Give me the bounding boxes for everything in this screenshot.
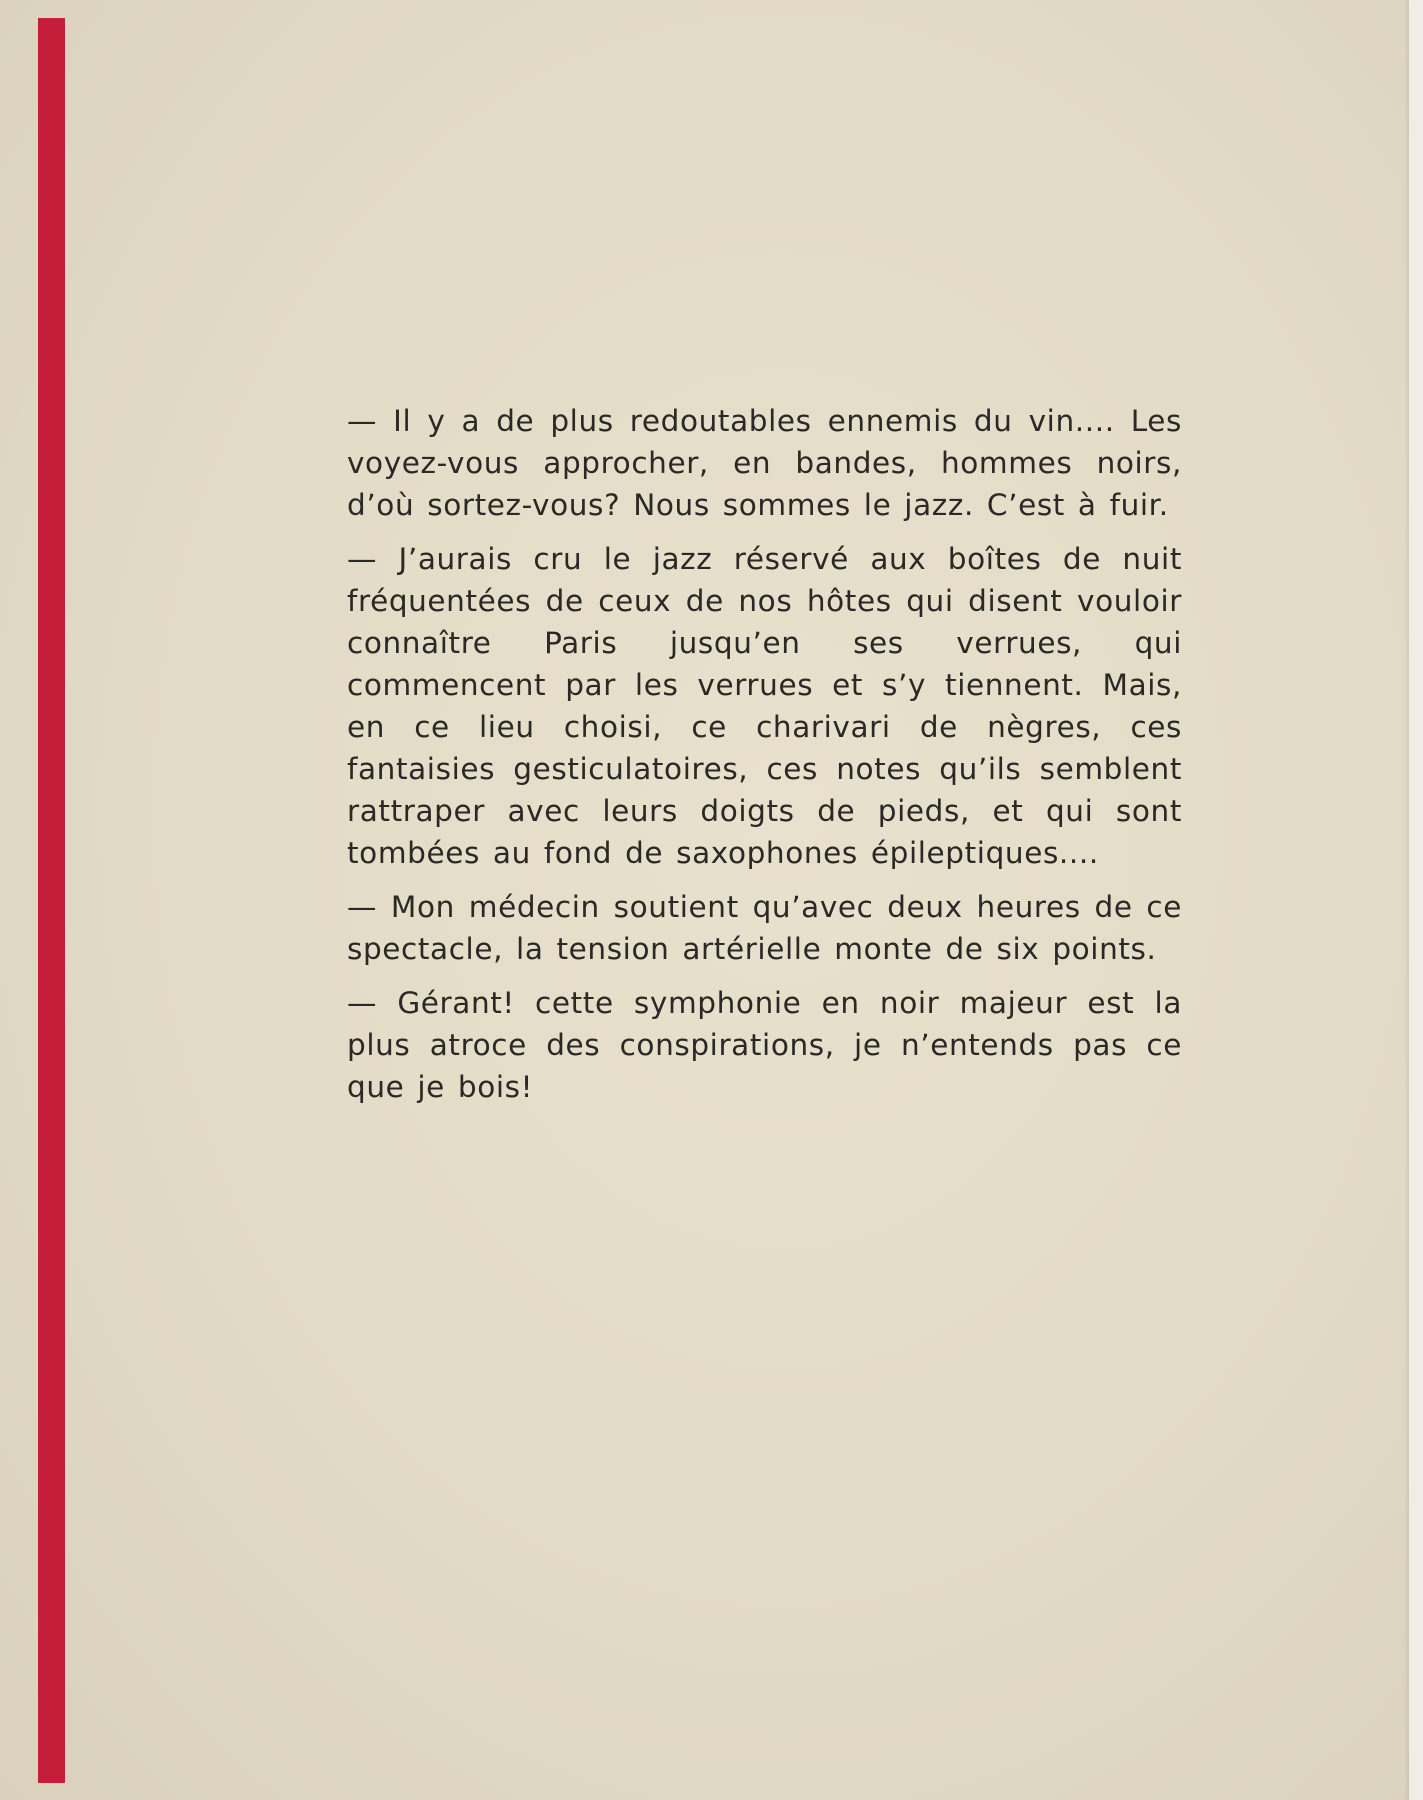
- paragraph-3: — Mon médecin soutient qu’avec deux heures de ce spectacle, la tension artérielle monte de six points.: [347, 890, 1182, 966]
- dialogue-text: [347, 400, 1182, 1120]
- red-margin-bar: [38, 18, 65, 1783]
- paragraph-1: — Il y a de plus redoutables ennemis du vin.... Les voyez-vous approcher, en bandes, hommes noirs, d’où sortez-vous? Nous sommes le jazz. C’est à fuir.: [347, 404, 1182, 522]
- paragraph-2: — J’aurais cru le jazz réservé aux boîtes de nuit fréquentées de ceux de nos hôtes qui disent vouloir connaître Paris jusqu’en ses verrues, qui commencent par les verrues et s’y tiennent. Mais, en ce lieu choisi, ce charivari de nègres, ces fantaisies gesticulatoires, ces notes qu’ils semblent rattraper avec leurs doigts de pieds, et qui sont tombées au fond de saxophones épileptiques....: [347, 542, 1182, 870]
- page-edge: [1409, 0, 1423, 1800]
- paragraph-4: — Gérant! cette symphonie en noir majeur est la plus atroce des conspirations, je n’entends pas ce que je bois!: [347, 986, 1182, 1104]
